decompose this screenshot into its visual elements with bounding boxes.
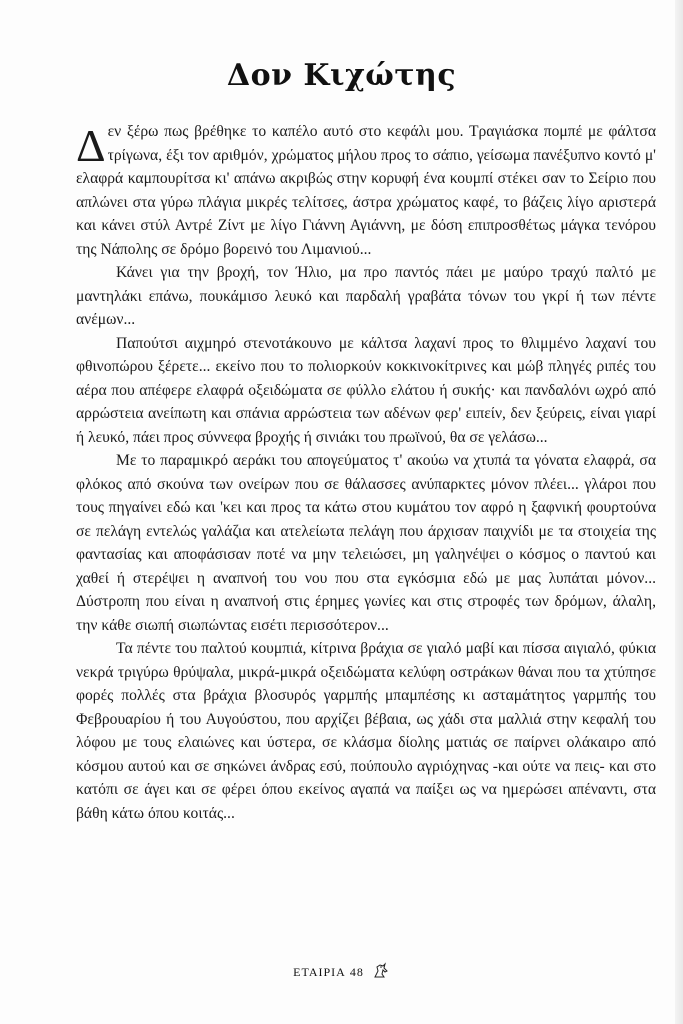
page-number: 48 [349,964,364,979]
paragraph-4: Με το παραμικρό αεράκι του απογεύματος τ' ακούω να χτυπά τα γόνατα ελαφρά, σα φλόκος από σκούνα των ονείρων που σε θάλασσες ανύπαρκτες μόνον πλέει... γλάροι που τους πηγαίνει εδώ και 'κει και προς τα κάτω στου κυμάτου τον αφρό η ξαφνική φουρτούνα σε πελάγη εντελώς γαλάζια και ατελείωτα πελάγη που άρχισαν παιχνίδι με τα στοιχεία της φαντασίας και αποφάσισαν ποτέ να μην τελειώσει, μη γαληνέψει ο κόσμος ο παντού και χαθεί ή στερέψει η αναπνοή του νου που στα εγκόσμια εδώ με μας λυπάται μόνον... Δύστροπη που είναι η αναπνοή στις έρημες γωνίες και στις στροφές των δρόμων, άλαλη, την κάθε σιωπή σιωπώντας εισέτι περισσότερον... [76,452,656,634]
paragraph-5: Τα πέντε του παλτού κουμπιά, κίτρινα βράχια σε γιαλό μαβί και πίσσα αιγιαλό, φύκια νεκρά τριγύρω θρύψαλα, μικρά-μικρά οξειδώματα κελύφη οστράκων θάναι που τα χτύπησε φορές πολλές στα βράχια βλοσυρός γαρμπής μπαμπέσης κι ασταμάτητος γαρμπής του Φεβρουαρίου ή του Αυγούστου, που αρχίζει βέβαια, ως χάδι στα μαλλιά στην κεφαλή του λόφου με τους ελαιώνες και ύστερα, σε κλάσμα δίολης ματιάς σε παίρνει ολάκαιρο από κόσμου αυτού και σε σηκώνει άνδρας εσύ, πούπουλο αγριόχηνας -και ούτε να πεις- και στο κατόπι σε άγει και σε φέρει όπου εκείνος αγαπά να παίξει ως να ημερώσει απέναντι, στα βάθη κάτω όπου κοιτάς... [76,640,656,822]
horse-ornament-icon [372,962,390,984]
paragraph-3: Παπούτσι αιχμηρό στενοτάκουνο με κάλτσα λαχανί προς το θλιμμένο λαχανί του φθινοπώρου ξέρετε... εκείνο που το πολιορκούν κοκκινοκίτρινες και μώβ πληγές ριπές του αέρα που απέφερε ελαφρά οξειδώματα σε φύλλο ελάτου ή συκής· και πανδαλόνι ωχρό από αρρώστεια ανείπωτη και σπάνια αρρώστεια των αδένων φερ' ειπείν, δεν ξεύρεις, είναι γιαρί ή λευκό, πάει προς σύννεφα βροχής ή σινιάκι του πρωϊνού, θα σε γελάσω... [76,334,656,446]
article-body [76,120,656,825]
page-title: Δον Κιχώτης [226,58,457,93]
paragraph-1-text: εν ξέρω πως βρέθηκε το καπέλο αυτό στο κεφάλι μου. Τραγιάσκα πομπέ με φάλτσα τρίγωνα, έξι τον αριθμόν, χρώματος μήλου προς το σάπιο, γείσωμα πανέξυπνο κοντό μ' ελαφρά καμπουρίτσα κι' απάνω ακριβώς στην κορυφή ένα κουμπί στέκει σαν το Σείριο που απλώνει στα γύρω πλάγια μικρές τελίτσες, άστρα χρώματος καφέ, το βάζεις λίγο αριστερά και κάνει στύλ Αντρέ Ζίντ με λίγο Γιάννη Αγιάννη, με δόση επιπροσθέτως μάγκα τενόρου της Νάπολης σε δρόμο βορεινό του Λιμανιού... [76,123,656,258]
page-footer [0,962,683,984]
footer-label: ΕΤΑΙΡΙΑ [293,964,346,979]
paragraph-2: Κάνει για την βροχή, τον Ήλιο, μα προ παντός πάει με μαύρο τραχύ παλτό με μαντηλάκι επάνω, πουκάμισο λευκό και παρδαλή γραβάτα τόνων του γκρί ή των πέντε ανέμων... [76,264,656,328]
page-edge [675,0,683,1024]
drop-cap: Δ [76,120,106,171]
paragraph-1 [76,120,656,261]
